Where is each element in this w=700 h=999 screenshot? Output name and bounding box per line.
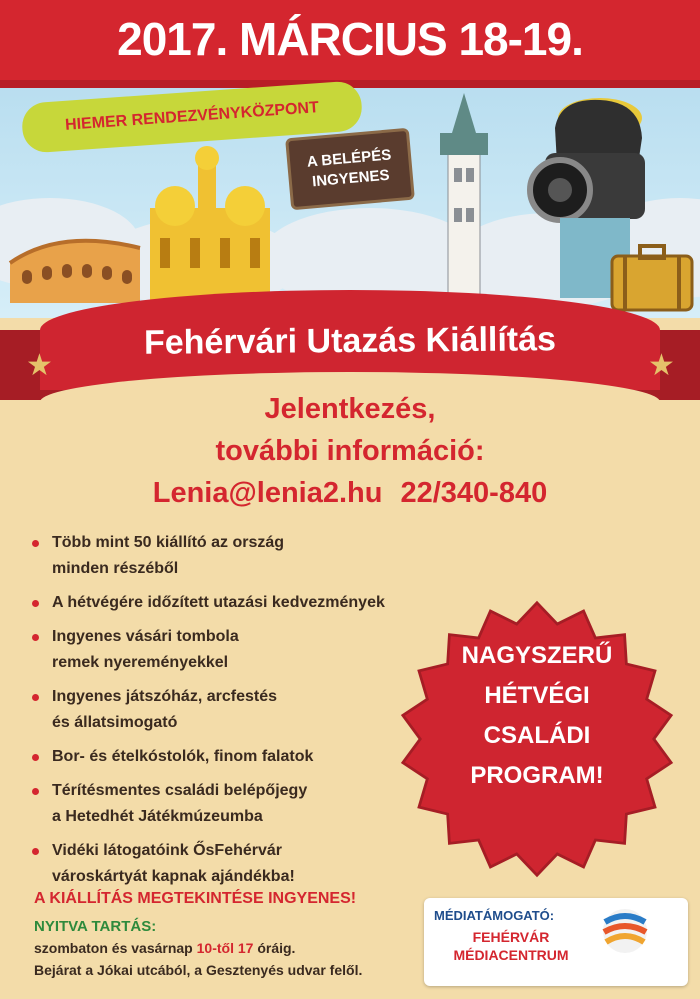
bullet-icon bbox=[32, 694, 39, 701]
free-entry-line1: A BELÉPÉS bbox=[306, 146, 392, 171]
sponsor-name: FEHÉRVÁR MÉDIACENTRUM bbox=[453, 929, 569, 963]
sponsor-label: MÉDIATÁMOGATÓ: bbox=[434, 908, 555, 923]
opening-hours-time: 10-től 17 bbox=[196, 940, 254, 956]
bullet-icon bbox=[32, 848, 39, 855]
bullet-icon bbox=[32, 754, 39, 761]
colosseum-icon bbox=[10, 241, 140, 303]
contact-phone[interactable]: 22/340-840 bbox=[400, 477, 548, 509]
list-item: A hétvégére időzített utazási kedvezmények bbox=[30, 590, 470, 616]
star-left-icon: ★ bbox=[26, 348, 53, 383]
contact-line1: Jelentkezés, bbox=[264, 393, 436, 425]
star-right-icon: ★ bbox=[648, 348, 675, 383]
opening-hours-line: szombaton és vasárnap 10-től 17 óráig. bbox=[34, 940, 296, 956]
contact-email[interactable]: Lenia@lenia2.hu bbox=[152, 477, 383, 509]
free-entry-line2: INGYENES bbox=[311, 166, 391, 191]
venue-name: HIEMER RENDEZVÉNYKÖZPONT bbox=[64, 99, 320, 134]
suitcase-icon bbox=[612, 246, 692, 310]
bullet-icon bbox=[32, 634, 39, 641]
list-item: Vidéki látogatóink ŐsFehérvár városkártyát kapnak ajándékba! bbox=[30, 838, 470, 890]
bullet-icon bbox=[32, 788, 39, 795]
list-item: Ingyenes játszóház, arcfestés és állatsimogató bbox=[30, 684, 470, 736]
event-date: 2017. MÁRCIUS 18-19. bbox=[117, 13, 583, 65]
burst-text bbox=[398, 636, 676, 796]
bullet-icon bbox=[32, 540, 39, 547]
list-item: Bor- és ételkóstolók, finom falatok bbox=[30, 744, 470, 770]
burst-line1: NAGYSZERŰ bbox=[461, 642, 613, 669]
tower-icon bbox=[440, 93, 488, 308]
bullet-icon bbox=[32, 600, 39, 607]
contact-line2: további információ: bbox=[215, 435, 485, 467]
exhibition-title: Fehérvári Utazás Kiállítás bbox=[143, 320, 557, 362]
list-item: Ingyenes vásári tombola remek nyereményekkel bbox=[30, 624, 470, 676]
media-centre-logo-icon bbox=[600, 906, 650, 956]
entrance-info: Bejárat a Jókai utcából, a Gesztenyés udvar felől. bbox=[34, 962, 363, 978]
burst-line3: CSALÁDI bbox=[483, 722, 591, 749]
free-admission-note: A KIÁLLÍTÁS MEGTEKINTÉSE INGYENES! bbox=[34, 890, 357, 907]
list-item: Térítésmentes családi belépőjegy a Hetedhét Játékmúzeumba bbox=[30, 778, 470, 830]
free-entry-sign bbox=[285, 128, 415, 211]
contact-block bbox=[0, 388, 700, 514]
media-sponsor-box bbox=[424, 898, 688, 986]
burst-line4: PROGRAM! bbox=[470, 762, 604, 789]
opening-hours-title: NYITVA TARTÁS: bbox=[34, 918, 157, 935]
burst-line2: HÉTVÉGI bbox=[484, 682, 590, 709]
palace-icon bbox=[150, 146, 270, 308]
list-item: Több mint 50 kiállító az ország minden részéből bbox=[30, 530, 470, 582]
